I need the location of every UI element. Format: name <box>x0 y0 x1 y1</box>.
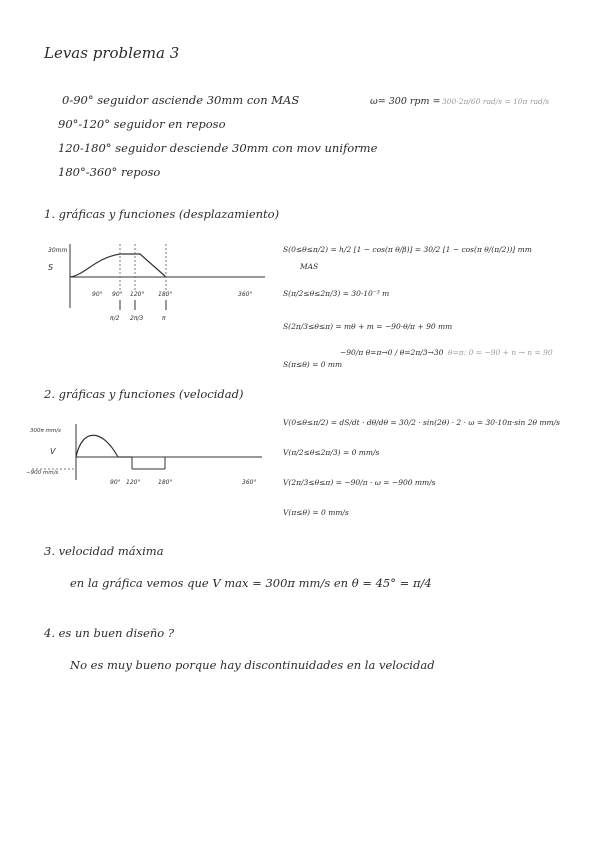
heading-displacement: 1. gráficas y funciones (desplazamiento) <box>44 207 280 221</box>
design-answer: No es muy bueno porque hay discontinuidades en la velocidad <box>70 658 435 672</box>
heading-velocity: 2. gráficas y funciones (velocidad) <box>44 387 244 401</box>
spec-line-1: 0-90° seguidor asciende 30mm con MAS <box>62 93 300 107</box>
xtick-5: 360° <box>238 291 253 298</box>
omega-value: ω= 300 rpm = <box>370 96 441 107</box>
displacement-graph <box>40 240 253 330</box>
omega-conversion: 300·2π/60 rad/s = 10π rad/s <box>442 97 550 106</box>
ylabel-s: S <box>48 263 54 272</box>
ylabel-v: V <box>50 447 56 456</box>
ymax-label: 30mm <box>48 247 68 254</box>
vxtick-2: 120° <box>126 479 141 486</box>
heading-design: 4. es un buen diseño ? <box>44 626 174 640</box>
xtick-2: 90° <box>112 291 123 298</box>
eq-s-4: S(π≤θ) = 0 mm <box>283 360 343 369</box>
vxtick-4: 360° <box>242 479 257 486</box>
eq-s-2: S(π/2≤θ≤2π/3) = 30·10⁻³ m <box>283 289 390 298</box>
xtick-3: 120° <box>130 291 145 298</box>
xtick-1: 90° <box>92 291 103 298</box>
spec-line-2: 90°-120° seguidor en reposo <box>58 117 226 131</box>
page-title: Levas problema 3 <box>44 44 180 62</box>
vxtick-1: 90° <box>110 479 121 486</box>
eq-s-3-faint: θ=π: 0 = −90 + n → n = 90 <box>448 348 553 357</box>
eq-s-3-note: −90/π θ=π→0 / θ=2π/3→30 <box>340 348 444 357</box>
spec-line-3: 120-180° seguidor desciende 30mm con mov uniforme <box>58 141 378 155</box>
eq-s-1: S(0≤θ≤π/2) = h/2 [1 − cos(π θ/β)] = 30/2 [1 − cos(π θ/(π/2))] mm <box>283 245 532 254</box>
vxtick-3: 180° <box>158 479 173 486</box>
xtick-4: 180° <box>158 291 173 298</box>
max-velocity-text: en la gráfica vemos que V max = 300π mm/s en θ = 45° = π/4 <box>70 576 432 590</box>
ytop-label: 300π mm/s <box>30 428 61 434</box>
arrow-label-2: 2π/3 <box>130 315 144 322</box>
ybottom-label: −900 mm/s <box>26 470 59 476</box>
heading-max-velocity: 3. velocidad máxima <box>44 544 164 558</box>
eq-v-1: V(0≤θ≤π/2) = dS/dt · dθ/dθ = 30/2 · sin(2θ) · 2 · ω = 30·10π·sin 2θ mm/s <box>283 418 561 427</box>
eq-s-3: S(2π/3≤θ≤π) = mθ + m = −90·θ/π + 90 mm <box>283 322 453 331</box>
arrow-label-3: π <box>162 315 166 322</box>
spec-line-4: 180°-360° reposo <box>58 165 161 179</box>
eq-v-4: V(π≤θ) = 0 mm/s <box>283 508 349 517</box>
eq-v-3: V(2π/3≤θ≤π) = −90/π · ω = −900 mm/s <box>283 478 436 487</box>
velocity-graph <box>26 420 262 490</box>
eq-v-2: V(π/2≤θ≤2π/3) = 0 mm/s <box>283 448 380 457</box>
arrow-label-1: π/2 <box>110 315 120 322</box>
eq-s-1-mas: MAS <box>300 262 319 271</box>
